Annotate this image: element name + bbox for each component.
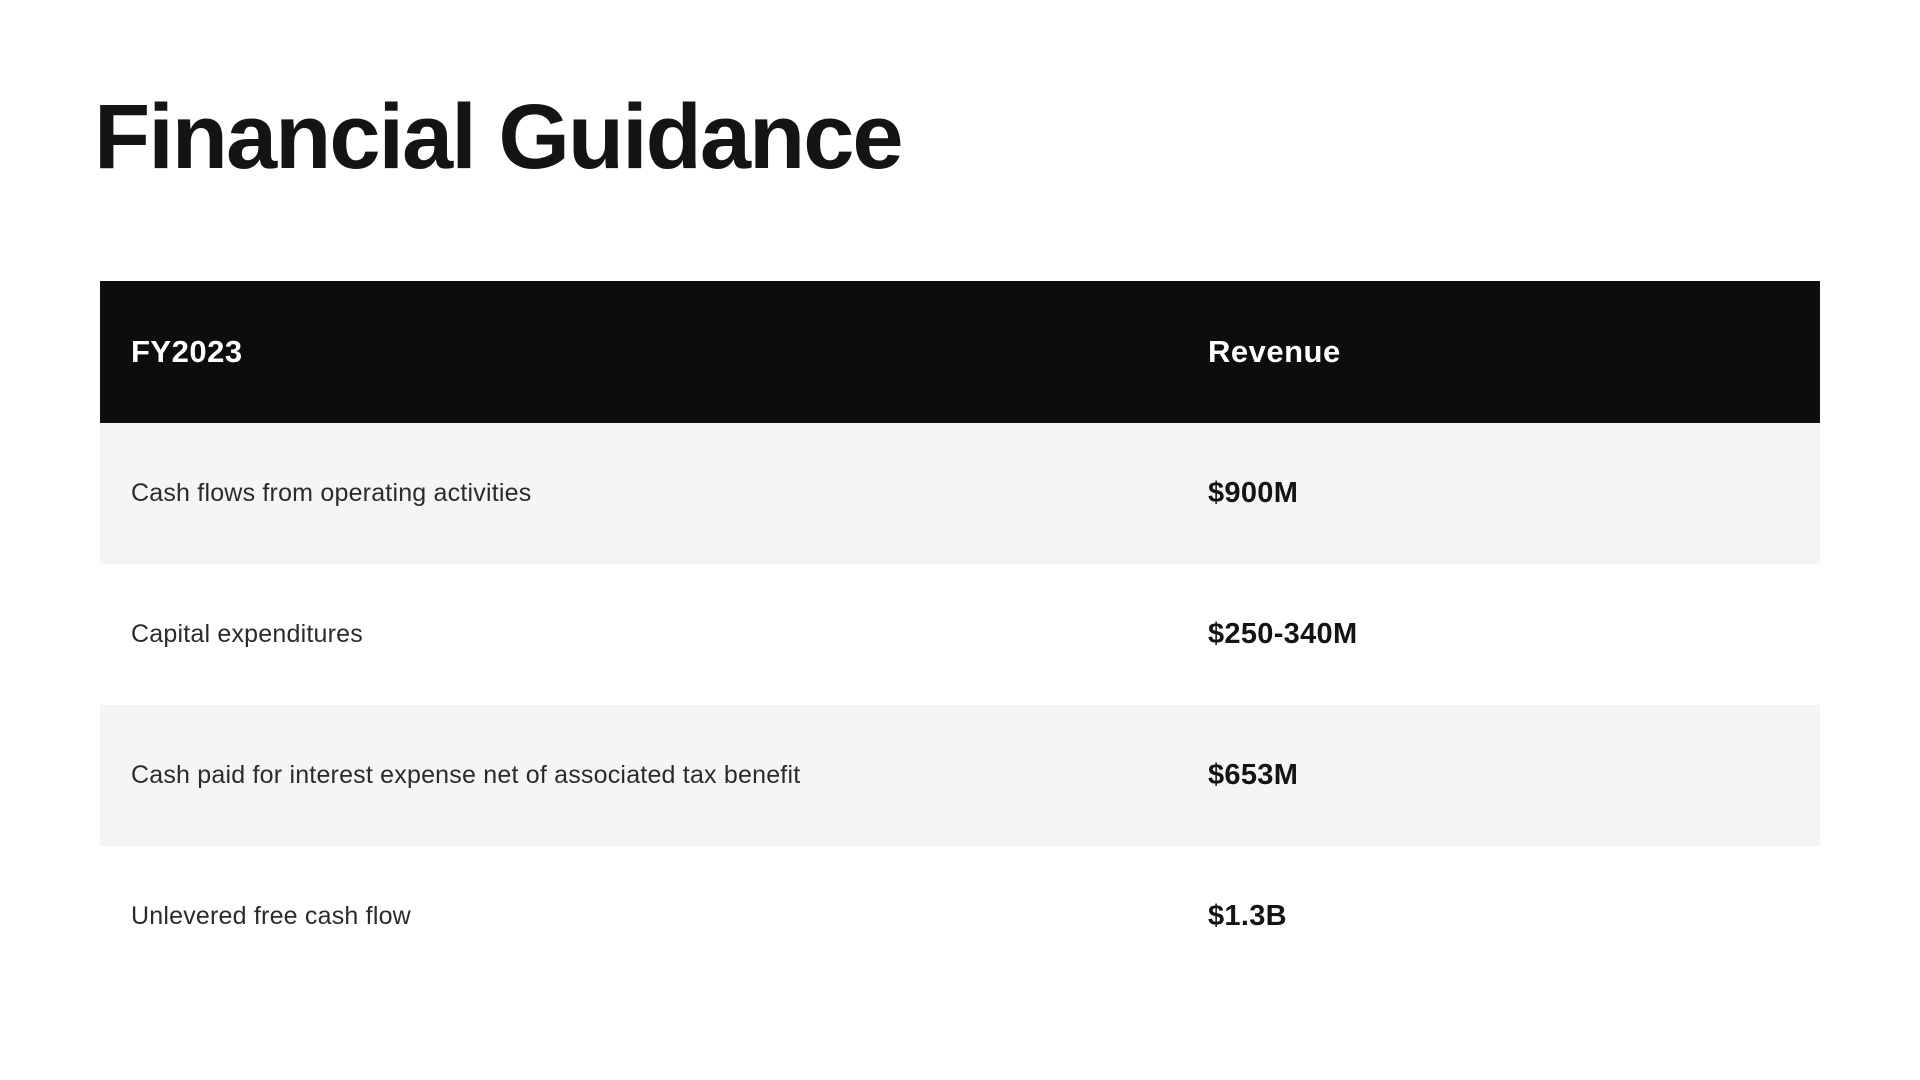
- table-header-fiscal-year: FY2023: [131, 334, 243, 369]
- row-label: Cash flows from operating activities: [131, 479, 532, 507]
- table-row: [100, 564, 1820, 705]
- row-label: Cash paid for interest expense net of associated tax benefit: [131, 761, 801, 789]
- row-value: $653M: [1208, 759, 1299, 791]
- table-row: [100, 846, 1820, 987]
- table-row: [100, 705, 1820, 846]
- page-title: Financial Guidance: [94, 86, 902, 188]
- row-value: $900M: [1208, 477, 1299, 509]
- table-row: [100, 423, 1820, 564]
- row-label: Capital expenditures: [131, 620, 363, 648]
- table-header-row: [100, 281, 1820, 423]
- row-value: $1.3B: [1208, 900, 1287, 932]
- row-label: Unlevered free cash flow: [131, 902, 411, 930]
- row-value: $250-340M: [1208, 618, 1358, 650]
- financial-guidance-table: [100, 281, 1820, 987]
- table-header-revenue: Revenue: [1208, 334, 1341, 369]
